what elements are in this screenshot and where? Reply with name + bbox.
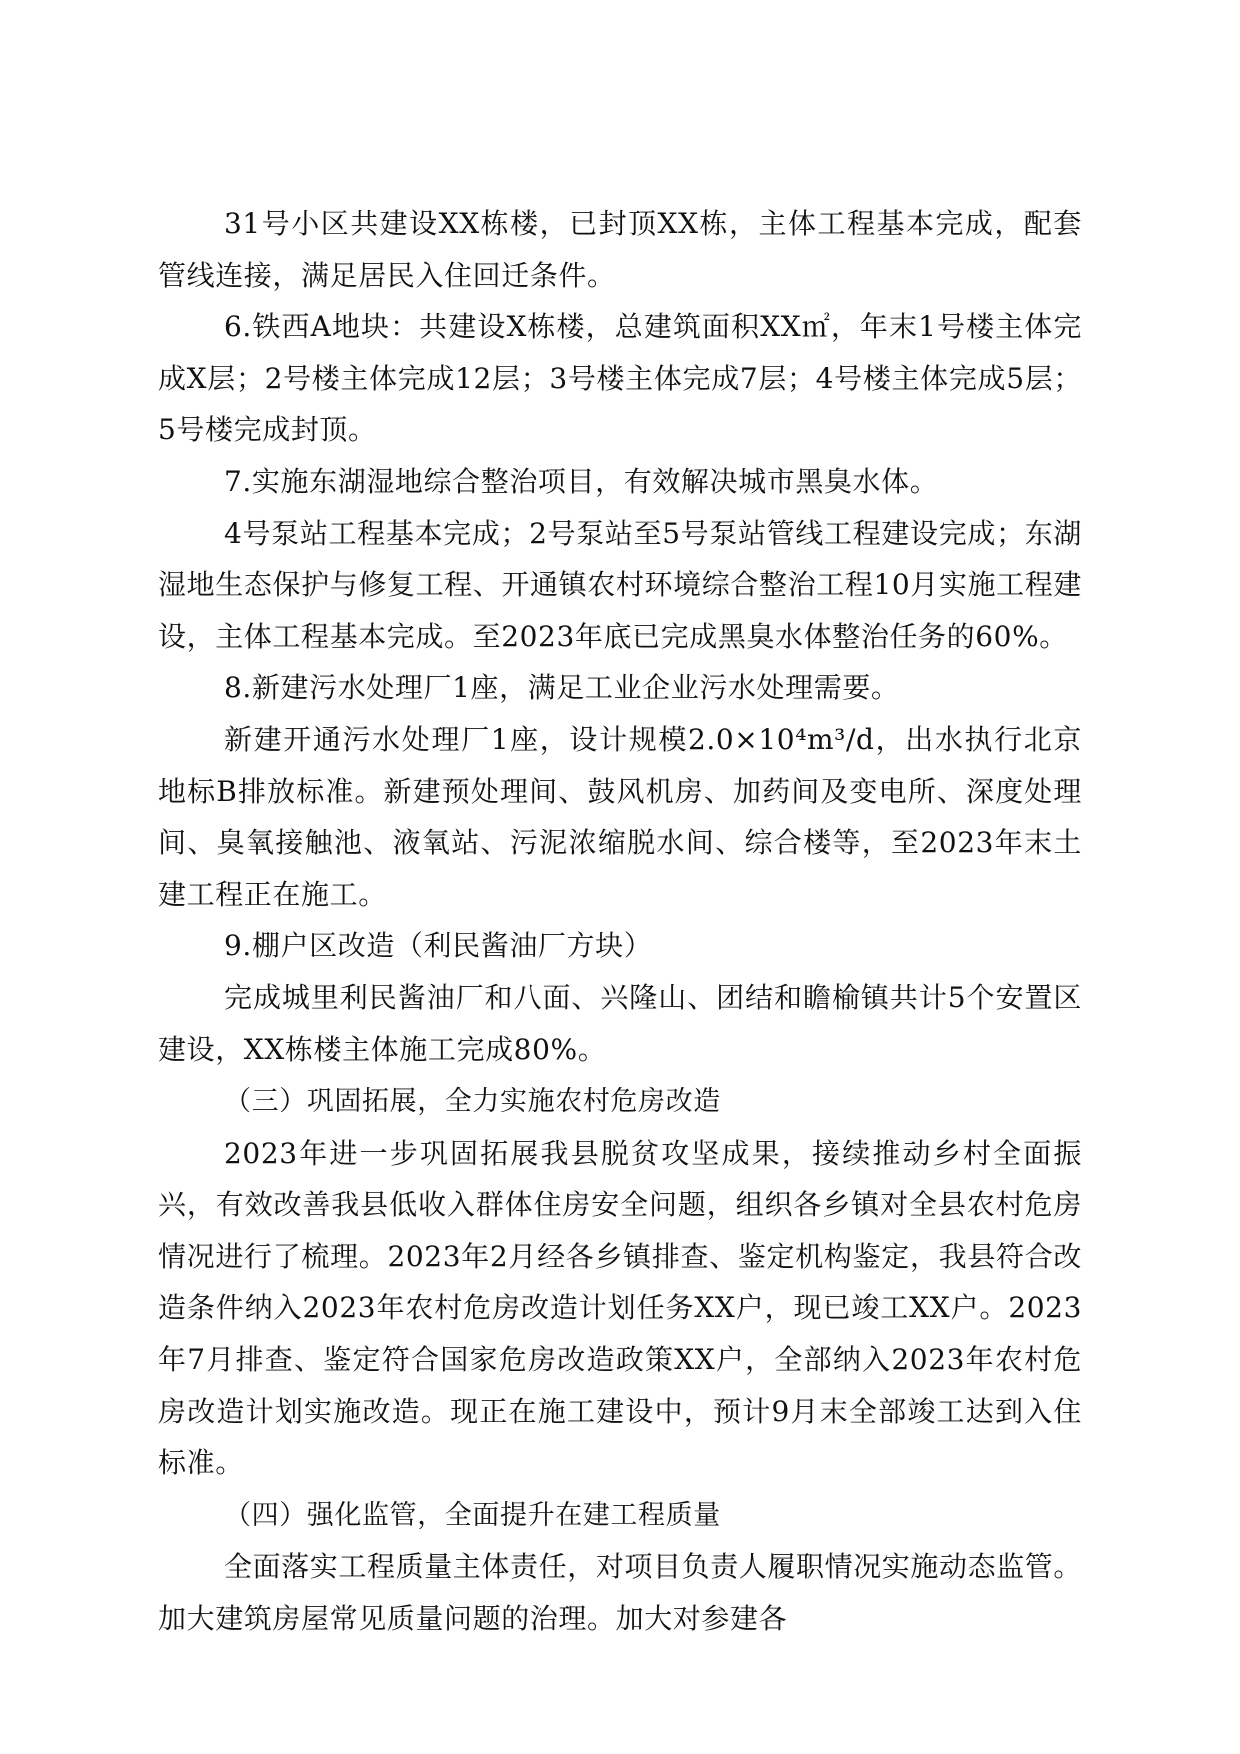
document-body bbox=[158, 198, 1082, 1645]
section-heading-quality-supervision bbox=[158, 1489, 1082, 1542]
paragraph-sewage-plant-detail: 新建开通污水处理厂1座，设计规模2.0×10⁴m³/d，出水执行北京地标B排放标准。新建预处理间、鼓风机房、加药间及变电所、深度处理间、臭氧接触池、液氧站、污泥浓缩脱水间、综合楼等，至2023年末土建工程正在施工。 bbox=[158, 722, 1082, 911]
paragraph-shantytown-detail: 完成城里利民酱油厂和八面、兴隆山、团结和瞻榆镇共计5个安置区建设，XX栋楼主体施工完成80%。 bbox=[158, 980, 1082, 1066]
section-heading-rural-housing bbox=[158, 1075, 1082, 1128]
paragraph-donghu-wetland-item: 7.实施东湖湿地综合整治项目，有效解决城市黑臭水体。 bbox=[224, 464, 939, 498]
section-heading-quality-supervision-text: （四）强化监管，全面提升在建工程质量 bbox=[224, 1499, 721, 1531]
paragraph-rural-housing: 2023年进一步巩固拓展我县脱贫攻坚成果，接续推动乡村全面振兴，有效改善我县低收入群体住房安全问题，组织各乡镇对全县农村危房情况进行了梳理。2023年2月经各乡镇排查、鉴定机构鉴定，我县符合改造条件纳入2023年农村危房改造计划任务XX户，现已竣工XX户。2023年7月排查、鉴定符合国家危房改造政策XX户，全部纳入2023年农村危房改造计划实施改造。现正在施工建设中，预计9月末全部竣工达到入住标准。 bbox=[158, 1136, 1082, 1480]
paragraph-pump-station: 4号泵站工程基本完成；2号泵站至5号泵站管线工程建设完成；东湖湿地生态保护与修复工程、开通镇农村环境综合整治工程10月实施工程建设，主体工程基本完成。至2023年底已完成黑臭水体整治任务的60%。 bbox=[158, 516, 1082, 653]
paragraph-community-31: 31号小区共建设XX栋楼，已封顶XX栋，主体工程基本完成，配套管线连接，满足居民入住回迁条件。 bbox=[158, 207, 1082, 292]
paragraph-quality-supervision: 全面落实工程质量主体责任，对项目负责人履职情况实施动态监管。加大建筑房屋常见质量问题的治理。加大对参建各 bbox=[158, 1550, 1083, 1636]
paragraph-shantytown-item: 9.棚户区改造（利民酱油厂方块） bbox=[224, 929, 653, 963]
paragraph-tiexi-plot-a: 6.铁西A地块：共建设X栋楼，总建筑面积XX㎡，年末1号楼主体完成X层；2号楼主体完成12层；3号楼主体完成7层；4号楼主体完成5层；5号楼完成封顶。 bbox=[158, 310, 1082, 447]
section-heading-rural-housing-text: （三）巩固拓展，全力实施农村危房改造 bbox=[224, 1086, 721, 1118]
paragraph-sewage-plant-item: 8.新建污水处理厂1座，满足工业企业污水处理需要。 bbox=[224, 671, 900, 705]
